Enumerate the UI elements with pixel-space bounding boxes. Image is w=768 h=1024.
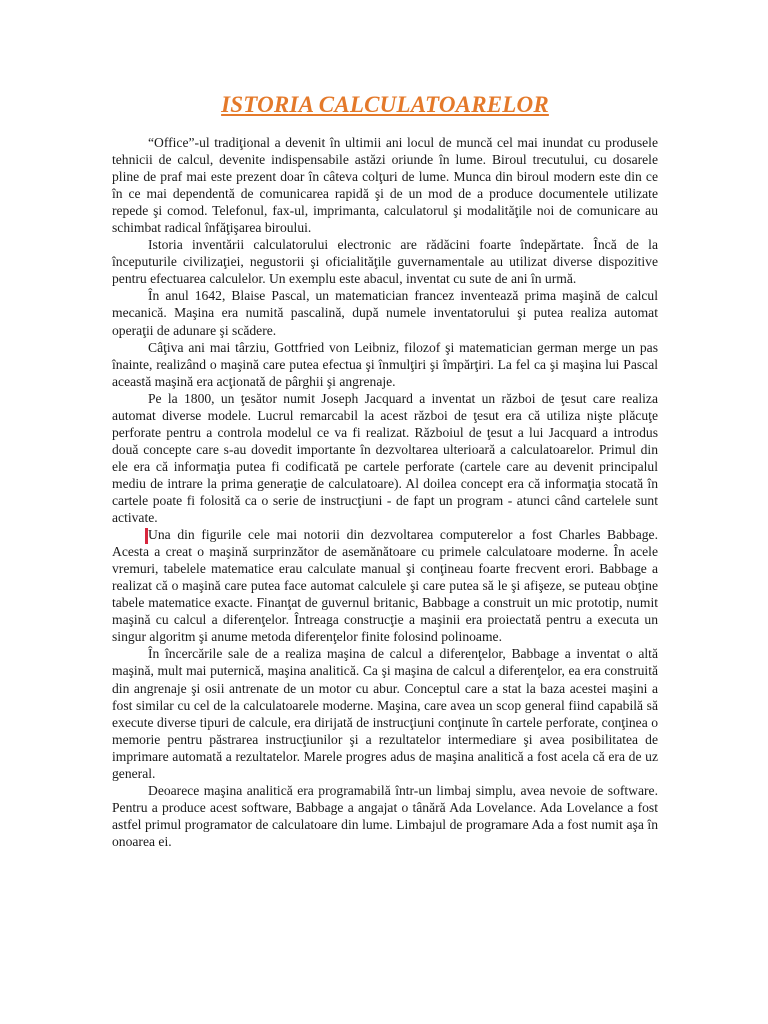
document-title: ISTORIA CALCULATOARELOR bbox=[221, 92, 549, 117]
paragraph-babbage-block bbox=[112, 526, 658, 645]
paragraph-jacquard: Pe la 1800, un ţesător numit Joseph Jacquard a inventat un război de ţesut care realiza automat diverse modele. Lucrul remarcabil la acest război de ţesut era că utiliza nişte plăcuţe perforate pentru a controla modelul ce va fi realizat. Războiul de ţesut a lui Jacquard a introdus două concepte care s-au dovedit importante în dezvoltarea ulterioară a calculatoarelor. Primul din ele era că informaţia putea fi codificată pe cartele perforate (cartele care au devenit principalul mediu de intrare la prima generaţie de calculatoare). Al doilea concept era că informaţia stocată în cartele poate fi folosită ca o serie de instrucţiuni - de fapt un program - atunci când cartelele sunt activate. bbox=[112, 390, 658, 526]
paragraph-analytical-engine: În încercările sale de a realiza maşina de calcul a diferenţelor, Babbage a inventat o altă maşină, mult mai puternică, maşina analitică. Ca şi maşina de calcul a diferenţelor, ea era construită din angrenaje şi osii antrenate de un motor cu abur. Conceptul care a stat la baza acestei maşini a fost similar cu cel de la calculatoarele moderne. Maşina, care avea un scop general fiind capabilă să execute diverse tipuri de calcule, era dirijată de instrucţiuni conţinute în cartele perforate, conţinea o memorie pentru păstrarea instrucţiunilor şi a rezultatelor intermediare şi avea posibilitatea de imprimare automată a rezultatelor. Marele progres adus de maşina analitică a fost acela că era de uz general. bbox=[112, 646, 658, 781]
paragraph-ada-lovelace: Deoarece maşina analitică era programabilă într-un limbaj simplu, avea nevoie de software. Pentru a produce acest software, Babbage a angajat o tânără Ada Lovelance. Ada Lovelance a fost astfel primul programator de calculatoare din lume. Limbajul de programare Ada a fost numit aşa în onoarea ei. bbox=[112, 782, 658, 849]
paragraph-office: “Office”-ul tradiţional a devenit în ultimii ani locul de muncă cel mai inundat cu produsele tehnicii de calcul, devenite indispensabile astăzi oriunde în lume. Biroul trecutului, cu dosarele pline de praf mai este prezent doar în câteva colţuri de lume. Munca din biroul modern este din ce în ce mai dependentă de comunicarea rapidă şi de un mod de a produce documentele utilizate repede şi comod. Telefonul, fax-ul, imprimanta, calculatorul şi modalităţile noi de comunicare au schimbat radical înfăţişarea biroului. bbox=[112, 135, 658, 236]
document-page bbox=[112, 92, 658, 850]
paragraph-leibniz: Câţiva ani mai târziu, Gottfried von Leibniz, filozof şi matematician german merge un pas înainte, realizând o maşină care putea efectua şi înmulţiri şi împărţiri. La fel ca şi maşina lui Pascal această maşină era acţionată de pârghii şi angrenaje. bbox=[112, 339, 658, 389]
edit-cursor-mark bbox=[145, 528, 148, 544]
paragraph-history: Istoria inventării calculatorului electronic are rădăcini foarte îndepărtate. Încă de la începuturile civilizaţiei, negustorii şi oficialităţile guvernamentale au utilizat diverse dispozitive pentru efectuarea calculelor. Un exemplu este abacul, inventat cu sute de ani în urmă. bbox=[112, 237, 658, 287]
paragraph-babbage: Una din figurile cele mai notorii din dezvoltarea computerelor a fost Charles Babbage. Acesta a creat o maşină surprinzător de asemănătoare cu primele calculatoare moderne. În acele vremuri, tabelele matematice erau calculate manual şi conţineau foarte frecvent erori. Babbage a realizat că o maşină care putea face automat calculele şi care putea să le şi afişeze, se puteau obţine tabele matematice exacte. Finanţat de guvernul britanic, Babbage a construit un mic prototip, numit maşină cu calcul a diferenţelor. Întreaga construcţie a maşinii era proiectată pentru a executa un singur algoritm şi anume metoda diferenţelor finite folosind polinoame. bbox=[112, 527, 658, 645]
paragraph-pascal: În anul 1642, Blaise Pascal, un matematician francez inventează prima maşină de calcul mecanică. Maşina era numită pascalină, după numele inventatorului şi putea realiza automat operaţii de adunare şi scădere. bbox=[112, 288, 658, 338]
